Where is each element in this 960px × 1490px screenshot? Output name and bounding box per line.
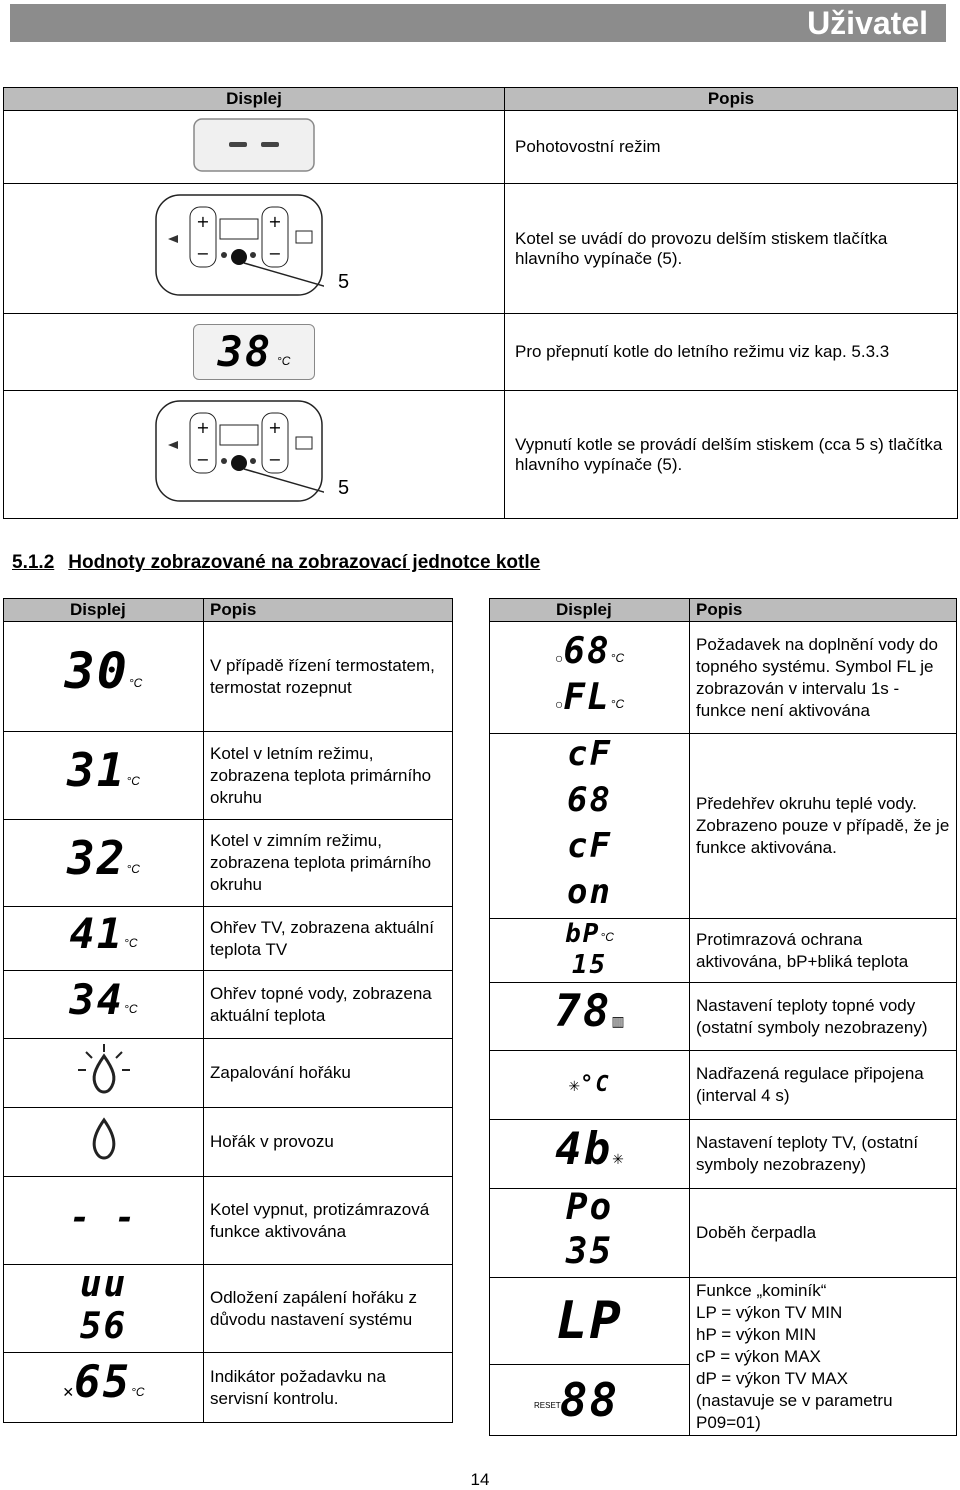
section-title: Hodnoty zobrazované na zobrazovací jednotce kotle	[68, 552, 541, 573]
page-title: Uživatel	[807, 5, 928, 41]
display-31: 31°C	[4, 732, 204, 820]
col-header-description: Popis	[204, 599, 453, 622]
desc-burner: Hořák v provozu	[204, 1108, 453, 1177]
desc-winter: Kotel v zimním režimu, zobrazena teplota primárního okruhu	[204, 820, 453, 907]
display-panel-off	[4, 391, 505, 519]
desc-panel-on: Kotel se uvádí do provozu delším stiskem tlačítka hlavního vypínače (5).	[505, 184, 958, 314]
drop-icon: ○	[554, 649, 564, 666]
desc-preheat: Předehřev okruhu teplé vody. Zobrazeno pouze v případě, že je funkce aktivována.	[690, 734, 957, 919]
header-bar	[10, 4, 946, 42]
svg-text:+: +	[196, 417, 210, 437]
wrench-icon: ✕	[62, 1384, 75, 1400]
display-cf-on: cF 68 cF on	[490, 734, 690, 919]
display-30: 30°C	[4, 622, 204, 732]
flame-icon	[84, 1116, 124, 1162]
col-header-display: Displej	[490, 599, 690, 622]
col-header-description: Popis	[690, 599, 957, 622]
desc-dhw: Ohřev TV, zobrazena aktuální teplota TV	[204, 907, 453, 971]
desc-summer-mode: Pro přepnutí kotle do letního režimu viz kap. 5.3.3	[505, 314, 958, 391]
col-header-description: Popis	[505, 88, 958, 111]
svg-text:+: +	[196, 211, 210, 231]
control-panel-icon	[154, 399, 324, 503]
desc-off-frost: Kotel vypnut, protizámrazová funkce aktivována	[204, 1177, 453, 1265]
desc-standby: Pohotovostní režim	[505, 111, 958, 184]
flame-sparking-icon	[74, 1042, 134, 1098]
label-5: 5	[338, 270, 350, 293]
display-off: - -	[4, 1177, 204, 1265]
display-lp-88: LP RESET 88	[490, 1278, 690, 1436]
desc-frost-protection: Protimrazová ochrana aktivována, bP+bliká teplota	[690, 919, 957, 983]
controls-table	[3, 87, 958, 519]
display-ignition	[4, 1039, 204, 1108]
desc-thermostat: V případě řízení termostatem, termostat rozepnut	[204, 622, 453, 732]
page-number: 14	[470, 1470, 490, 1489]
display-4b: 4b✳	[490, 1120, 690, 1189]
desc-summer: Kotel v letním režimu, zobrazena teplota primárního okruhu	[204, 732, 453, 820]
display-uu-56: uu 56	[4, 1265, 204, 1353]
svg-text:−: −	[268, 243, 282, 263]
standby-display-icon	[193, 118, 315, 172]
desc-chimney-sweep: Funkce „kominík“ LP = výkon TV MIN hP = výkon MIN cP = výkon MAX dP = výkon TV MAX (nastavuje se v parametru P09=01)	[690, 1278, 957, 1436]
svg-text:−: −	[196, 243, 210, 263]
display-78: 78▥	[490, 983, 690, 1051]
desc-remote-control: Nadřazená regulace připojena (interval 4 s)	[690, 1051, 957, 1120]
display-bp-15: bP°C 15	[490, 919, 690, 983]
reset-label: RESET	[534, 1401, 561, 1410]
display-41: 41°C	[4, 907, 204, 971]
display-values-table-right	[489, 598, 957, 1436]
display-panel-on	[4, 184, 505, 314]
svg-text:−: −	[196, 449, 210, 469]
desc-ignition: Zapalování hořáku	[204, 1039, 453, 1108]
desc-pump-overrun: Doběh čerpadla	[690, 1189, 957, 1278]
desc-refill: Požadavek na doplnění vody do topného systému. Symbol FL je zobrazován v intervalu 1s - funkce není aktivována	[690, 622, 957, 734]
display-68-fl: ○68°C ○FL°C	[490, 622, 690, 734]
display-values-table-left	[3, 598, 453, 1423]
desc-heating: Ohřev topné vody, zobrazena aktuální teplota	[204, 971, 453, 1039]
display-standby	[4, 111, 505, 184]
blinking-icon: ✳	[568, 1077, 581, 1094]
label-5: 5	[338, 476, 350, 499]
display-32: 32°C	[4, 820, 204, 907]
desc-dhw-setpoint: Nastavení teploty TV, (ostatní symboly nezobrazeny)	[690, 1120, 957, 1189]
tap-icon: ✳	[612, 1150, 624, 1167]
col-header-display: Displej	[4, 88, 505, 111]
display-remote: ✳°C	[490, 1051, 690, 1120]
col-header-display: Displej	[4, 599, 204, 622]
radiator-icon: ▥	[611, 1013, 625, 1029]
control-panel-icon	[154, 193, 324, 297]
display-38	[4, 314, 505, 391]
lcd-digits: 38	[217, 327, 273, 376]
desc-heating-setpoint: Nastavení teploty topné vody (ostatní symboly nezobrazeny)	[690, 983, 957, 1051]
display-34: 34°C	[4, 971, 204, 1039]
drop-icon: ○	[554, 695, 564, 712]
display-po-35: Po 35	[490, 1189, 690, 1278]
section-heading	[12, 552, 540, 574]
display-65: ✕65°C	[4, 1353, 204, 1423]
desc-panel-off: Vypnutí kotle se provádí delším stiskem (cca 5 s) tlačítka hlavního vypínače (5).	[505, 391, 958, 519]
svg-text:−: −	[268, 449, 282, 469]
display-burner	[4, 1108, 204, 1177]
svg-text:+: +	[268, 211, 282, 231]
section-number: 5.1.2	[12, 552, 55, 573]
celsius-unit: °C	[276, 354, 291, 368]
desc-service: Indikátor požadavku na servisní kontrolu.	[204, 1353, 453, 1423]
desc-ignition-delay: Odložení zapálení hořáku z důvodu nastavení systému	[204, 1265, 453, 1353]
svg-text:+: +	[268, 417, 282, 437]
